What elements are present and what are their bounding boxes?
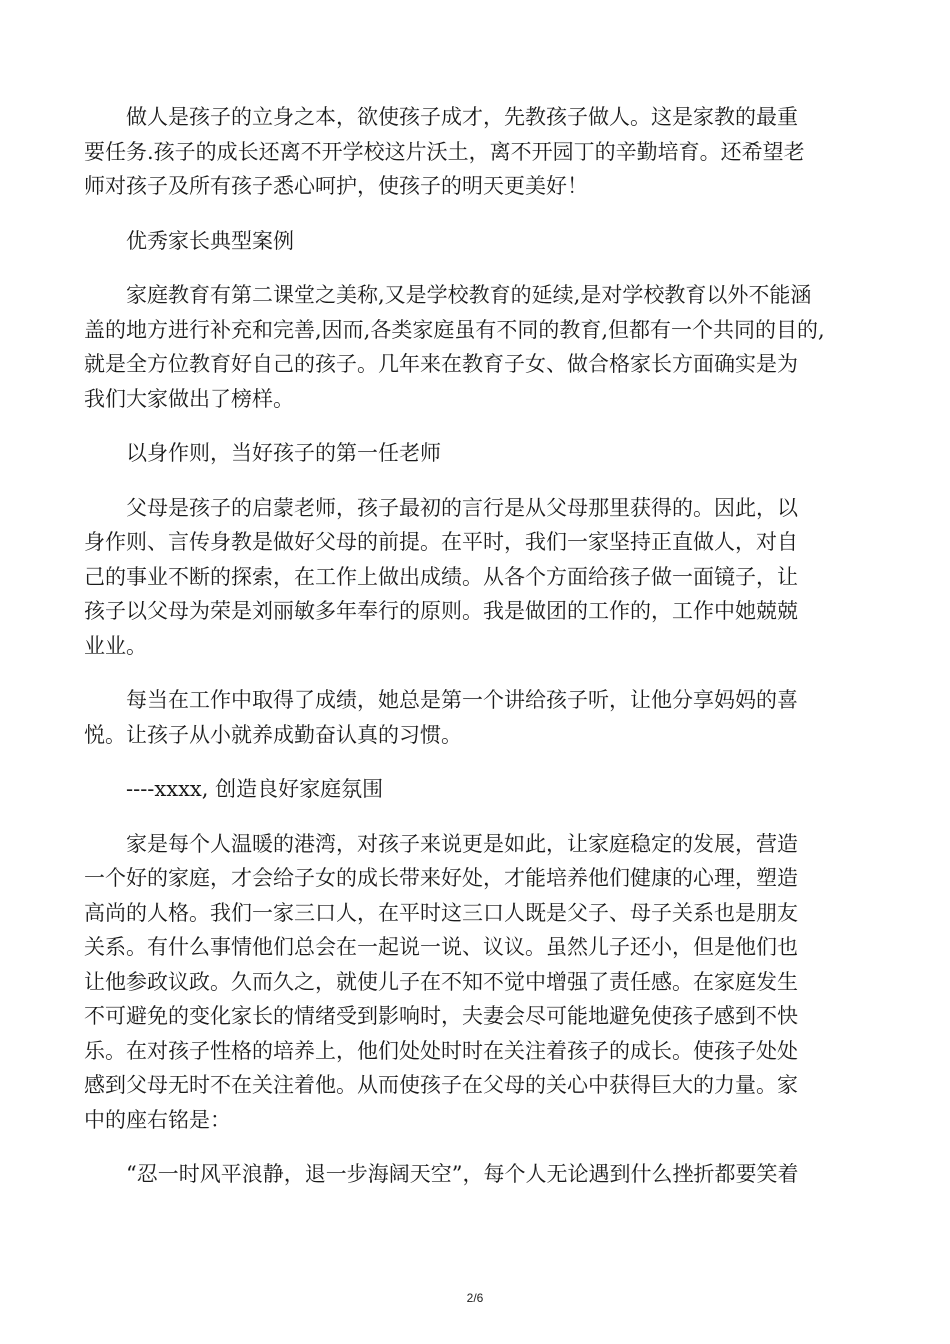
paragraph-4 (84, 683, 864, 752)
section-heading-family-atmosphere (84, 772, 864, 807)
section-heading-excellent-parents (84, 224, 864, 259)
section-heading-lead-by-example (84, 436, 864, 471)
text-line: 悦。让孩子从小就养成勤奋认真的习惯。 (84, 722, 462, 747)
paragraph-1 (84, 100, 864, 204)
heading-text: 优秀家长典型案例 (126, 228, 294, 253)
text-line: 高尚的人格。我们一家三口人，在平时这三口人既是父子、母子关系也是朋友 (84, 900, 798, 925)
text-line: 父母是孩子的启蒙老师，孩子最初的言行是从父母那里获得的。因此，以 (126, 495, 798, 520)
page-number: 2/6 (466, 1291, 484, 1305)
text-line: 中的座右铭是： (84, 1107, 231, 1132)
text-line: 业业。 (84, 633, 147, 658)
text-line: 乐。在对孩子性格的培养上，他们处处时时在关注着孩子的成长。使孩子处处 (84, 1038, 798, 1063)
paragraph-5 (84, 827, 864, 1138)
text-line: 己的事业不断的探索，在工作上做出成绩。从各个方面给孩子做一面镜子，让 (84, 564, 798, 589)
text-line: 一个好的家庭，才会给子女的成长带来好处，才能培养他们健康的心理，塑造 (84, 866, 798, 890)
text-line: 每当在工作中取得了成绩，她总是第一个讲给孩子听，让他分享妈妈的喜 (126, 688, 798, 712)
text-line: 师对孩子及所有孩子悉心呵护，使孩子的明天更美好！ (84, 174, 588, 198)
text-line: 关系。有什么事情他们总会在一起说一说、议议。虽然儿子还小，但是他们也 (84, 935, 798, 959)
paragraph-6 (84, 1157, 864, 1192)
text-line: 身作则、言传身教是做好父母的前提。在平时，我们一家坚持正直做人，对自 (84, 530, 798, 554)
text-line: 就是全方位教育好自己的孩子。几年来在教育子女、做合格家长方面确实是为 (84, 352, 798, 376)
paragraph-3 (84, 491, 864, 664)
document-body (84, 100, 864, 1212)
paragraph-2 (84, 278, 864, 416)
text-line: 盖的地方进行补充和完善,因而,各类家庭虽有不同的教育,但都有一个共同的目的, (84, 317, 825, 342)
heading-text: ----xxxx, 创造良好家庭氛围 (126, 777, 384, 801)
text-line: 我们大家做出了榜样。 (84, 386, 294, 411)
text-line: 让他参政议政。久而久之，就使儿子在不知不觉中增强了责任感。在家庭发生 (84, 969, 798, 994)
text-line: 孩子以父母为荣是刘丽敏多年奉行的原则。我是做团的工作的，工作中她兢兢 (84, 599, 798, 623)
text-line: 家庭教育有第二课堂之美称,又是学校教育的延续,是对学校教育以外不能涵 (126, 283, 812, 307)
text-line: 感到父母无时不在关注着他。从而使孩子在父母的关心中获得巨大的力量。家 (84, 1073, 798, 1097)
heading-text: 以身作则，当好孩子的第一任老师 (126, 441, 441, 465)
text-line: 做人是孩子的立身之本，欲使孩子成才，先教孩子做人。这是家教的最重 (126, 105, 798, 129)
text-line: 要任务.孩子的成长还离不开学校这片沃土，离不开园丁的辛勤培育。还希望老 (84, 139, 805, 164)
text-line: “忍一时风平浪静，退一步海阔天空”，每个人无论遇到什么挫折都要笑着 (126, 1162, 799, 1186)
text-line: 不可避免的变化家长的情绪受到影响时，夫妻会尽可能地避免使孩子感到不快 (84, 1004, 798, 1028)
text-line: 家是每个人温暖的港湾，对孩子来说更是如此，让家庭稳定的发展，营造 (126, 831, 798, 856)
